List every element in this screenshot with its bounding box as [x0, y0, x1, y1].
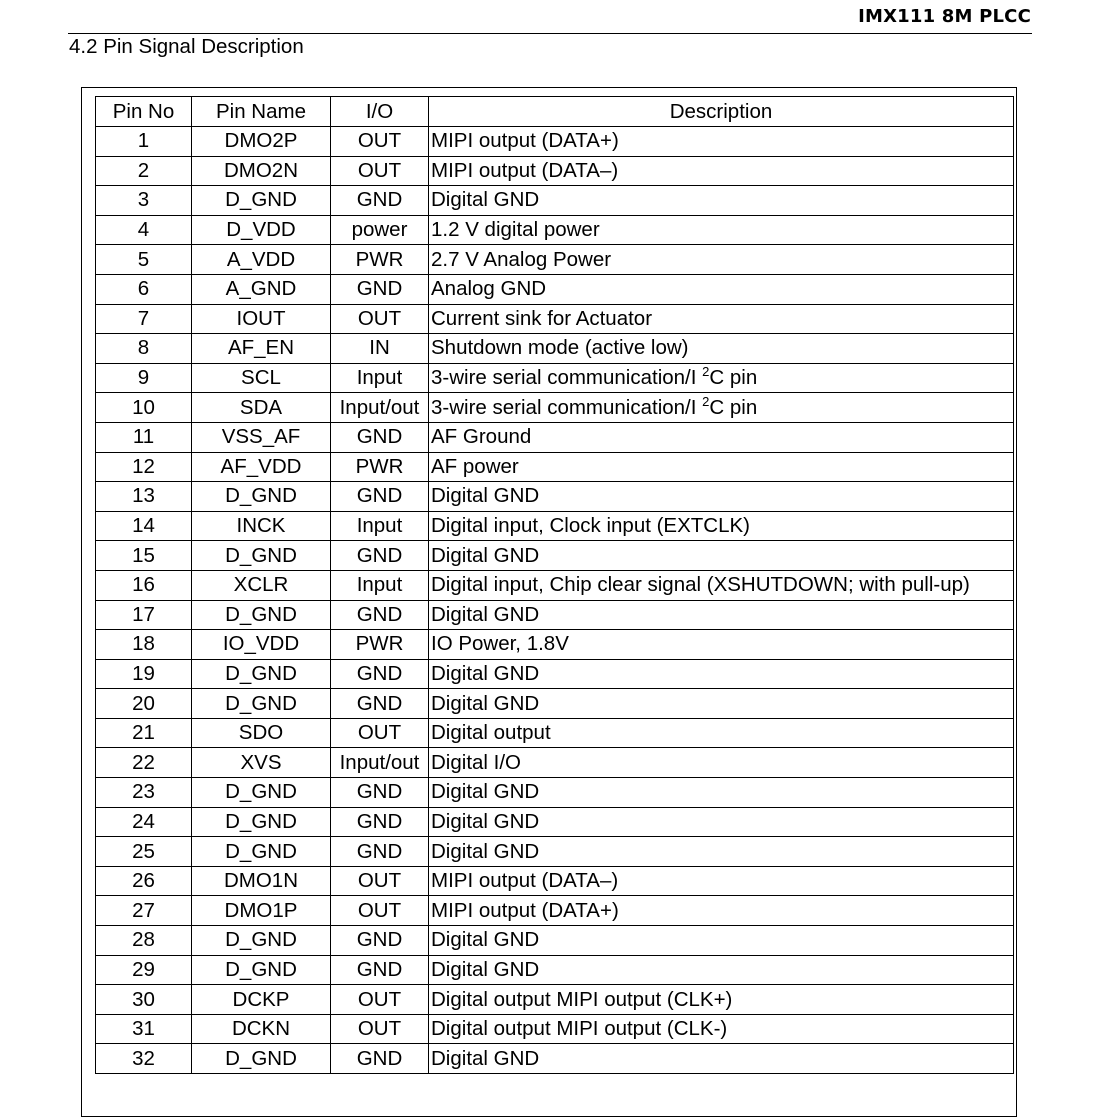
pin-io-cell: GND	[331, 186, 429, 216]
pin-name-cell: SCL	[192, 363, 331, 393]
pin-description-cell: Shutdown mode (active low)	[429, 334, 1014, 364]
pin-io-cell: OUT	[331, 718, 429, 748]
pin-name-cell: D_GND	[192, 659, 331, 689]
pin-number-cell: 30	[96, 985, 192, 1015]
table-row	[96, 1044, 1014, 1074]
pin-number-cell: 16	[96, 570, 192, 600]
superscript-text: 2	[702, 364, 710, 380]
pin-number-cell: 20	[96, 689, 192, 719]
table-row	[96, 1014, 1014, 1044]
table-row	[96, 363, 1014, 393]
pin-io-cell: Input/out	[331, 748, 429, 778]
pin-description-cell: AF Ground	[429, 422, 1014, 452]
table-row	[96, 215, 1014, 245]
pin-description-cell: AF power	[429, 452, 1014, 482]
table-row	[96, 511, 1014, 541]
pin-description-cell: Digital output MIPI output (CLK+)	[429, 985, 1014, 1015]
table-row	[96, 866, 1014, 896]
pin-description-cell	[429, 393, 1014, 423]
pin-name-cell: XCLR	[192, 570, 331, 600]
pin-number-cell: 7	[96, 304, 192, 334]
pin-description-cell: Current sink for Actuator	[429, 304, 1014, 334]
pin-name-cell: INCK	[192, 511, 331, 541]
table-row	[96, 156, 1014, 186]
table-row	[96, 304, 1014, 334]
table-row	[96, 630, 1014, 660]
pin-name-cell: D_GND	[192, 600, 331, 630]
pin-io-cell: GND	[331, 1044, 429, 1074]
pin-description-cell: Digital GND	[429, 689, 1014, 719]
table-row	[96, 926, 1014, 956]
pin-description-cell: 1.2 V digital power	[429, 215, 1014, 245]
pin-io-cell: OUT	[331, 985, 429, 1015]
pin-name-cell: D_GND	[192, 186, 331, 216]
table-row	[96, 186, 1014, 216]
description-text: C pin	[709, 366, 758, 390]
table-row	[96, 422, 1014, 452]
pin-number-cell: 17	[96, 600, 192, 630]
pin-description-cell: MIPI output (DATA–)	[429, 156, 1014, 186]
pin-number-cell: 23	[96, 778, 192, 808]
pin-number-cell: 18	[96, 630, 192, 660]
table-row	[96, 689, 1014, 719]
pin-description-cell: Digital GND	[429, 1044, 1014, 1074]
pin-description-cell: Digital input, Chip clear signal (XSHUTDOWN; with pull-up)	[429, 570, 1014, 600]
pin-number-cell: 32	[96, 1044, 192, 1074]
pin-io-cell: GND	[331, 837, 429, 867]
pin-name-cell: IOUT	[192, 304, 331, 334]
pin-number-cell: 5	[96, 245, 192, 275]
pin-number-cell: 4	[96, 215, 192, 245]
pin-io-cell: Input	[331, 511, 429, 541]
pin-name-cell: D_GND	[192, 689, 331, 719]
pin-description-cell: MIPI output (DATA–)	[429, 866, 1014, 896]
pin-name-cell: XVS	[192, 748, 331, 778]
pin-io-cell: GND	[331, 274, 429, 304]
pin-io-cell: OUT	[331, 127, 429, 157]
pin-io-cell: PWR	[331, 630, 429, 660]
table-row	[96, 393, 1014, 423]
pin-number-cell: 9	[96, 363, 192, 393]
table-row	[96, 600, 1014, 630]
pin-description-cell: IO Power, 1.8V	[429, 630, 1014, 660]
pin-io-cell: OUT	[331, 156, 429, 186]
pin-io-cell: GND	[331, 422, 429, 452]
pin-description-cell: Digital GND	[429, 186, 1014, 216]
table-row	[96, 482, 1014, 512]
pin-name-cell: DMO2N	[192, 156, 331, 186]
pin-name-cell: DMO1P	[192, 896, 331, 926]
pin-io-cell: OUT	[331, 896, 429, 926]
pin-name-cell: IO_VDD	[192, 630, 331, 660]
pin-io-cell: Input	[331, 570, 429, 600]
pin-description-cell: Digital GND	[429, 837, 1014, 867]
column-header-description: Description	[429, 97, 1014, 127]
table-row	[96, 985, 1014, 1015]
description-text: C pin	[709, 395, 758, 419]
pin-io-cell: OUT	[331, 1014, 429, 1044]
pin-name-cell: D_VDD	[192, 215, 331, 245]
pin-number-cell: 12	[96, 452, 192, 482]
pin-io-cell: PWR	[331, 452, 429, 482]
document-header-title: IMX111 8M PLCC	[858, 6, 1031, 27]
header-divider	[68, 33, 1032, 34]
table-row	[96, 274, 1014, 304]
pin-io-cell: OUT	[331, 304, 429, 334]
pin-io-cell: GND	[331, 778, 429, 808]
pin-description-cell: Analog GND	[429, 274, 1014, 304]
pin-description-cell: Digital output	[429, 718, 1014, 748]
pin-name-cell: D_GND	[192, 541, 331, 571]
pin-name-cell: A_VDD	[192, 245, 331, 275]
pin-number-cell: 3	[96, 186, 192, 216]
description-text: 3-wire serial communication/I	[431, 395, 703, 419]
pin-description-cell: Digital GND	[429, 955, 1014, 985]
pin-name-cell: DMO2P	[192, 127, 331, 157]
table-row	[96, 718, 1014, 748]
pin-io-cell: GND	[331, 926, 429, 956]
pin-name-cell: AF_VDD	[192, 452, 331, 482]
pin-name-cell: AF_EN	[192, 334, 331, 364]
pin-name-cell: SDA	[192, 393, 331, 423]
pin-number-cell: 26	[96, 866, 192, 896]
pin-name-cell: D_GND	[192, 926, 331, 956]
pin-name-cell: DCKP	[192, 985, 331, 1015]
pin-description-cell: Digital I/O	[429, 748, 1014, 778]
pin-io-cell: GND	[331, 482, 429, 512]
table-row	[96, 452, 1014, 482]
pin-name-cell: D_GND	[192, 807, 331, 837]
table-row	[96, 659, 1014, 689]
description-text: 3-wire serial communication/I	[431, 366, 703, 390]
pin-description-cell	[429, 363, 1014, 393]
pin-description-cell: Digital input, Clock input (EXTCLK)	[429, 511, 1014, 541]
pin-number-cell: 31	[96, 1014, 192, 1044]
pin-name-cell: SDO	[192, 718, 331, 748]
pin-description-cell: Digital GND	[429, 926, 1014, 956]
pin-io-cell: GND	[331, 541, 429, 571]
pin-io-cell: GND	[331, 600, 429, 630]
pin-signal-table	[95, 96, 1014, 1074]
pin-name-cell: A_GND	[192, 274, 331, 304]
column-header-io: I/O	[331, 97, 429, 127]
pin-number-cell: 15	[96, 541, 192, 571]
pin-description-cell: Digital GND	[429, 482, 1014, 512]
pin-description-cell: Digital GND	[429, 807, 1014, 837]
table-row	[96, 837, 1014, 867]
pin-name-cell: D_GND	[192, 1044, 331, 1074]
table-row	[96, 778, 1014, 808]
pin-io-cell: Input/out	[331, 393, 429, 423]
pin-number-cell: 19	[96, 659, 192, 689]
pin-number-cell: 1	[96, 127, 192, 157]
pin-number-cell: 24	[96, 807, 192, 837]
pin-io-cell: OUT	[331, 866, 429, 896]
pin-number-cell: 27	[96, 896, 192, 926]
pin-number-cell: 13	[96, 482, 192, 512]
table-body	[96, 127, 1014, 1074]
pin-description-cell: Digital GND	[429, 600, 1014, 630]
section-title: 4.2 Pin Signal Description	[69, 35, 304, 58]
pin-number-cell: 14	[96, 511, 192, 541]
pin-name-cell: D_GND	[192, 778, 331, 808]
pin-number-cell: 28	[96, 926, 192, 956]
pin-description-cell: MIPI output (DATA+)	[429, 896, 1014, 926]
pin-number-cell: 10	[96, 393, 192, 423]
pin-description-cell: Digital output MIPI output (CLK-)	[429, 1014, 1014, 1044]
pin-io-cell: Input	[331, 363, 429, 393]
table-row	[96, 334, 1014, 364]
table-row	[96, 748, 1014, 778]
pin-description-cell: Digital GND	[429, 541, 1014, 571]
table-row	[96, 570, 1014, 600]
pin-description-cell: MIPI output (DATA+)	[429, 127, 1014, 157]
pin-number-cell: 8	[96, 334, 192, 364]
pin-description-cell: Digital GND	[429, 778, 1014, 808]
pin-number-cell: 11	[96, 422, 192, 452]
pin-number-cell: 25	[96, 837, 192, 867]
pin-io-cell: power	[331, 215, 429, 245]
pin-name-cell: D_GND	[192, 837, 331, 867]
table-row	[96, 807, 1014, 837]
pin-name-cell: D_GND	[192, 482, 331, 512]
pin-description-cell: Digital GND	[429, 659, 1014, 689]
table-row	[96, 955, 1014, 985]
column-header-pin-no: Pin No	[96, 97, 192, 127]
superscript-text: 2	[702, 393, 710, 409]
pin-name-cell: DCKN	[192, 1014, 331, 1044]
column-header-pin-name: Pin Name	[192, 97, 331, 127]
table-row	[96, 541, 1014, 571]
pin-io-cell: GND	[331, 689, 429, 719]
pin-number-cell: 22	[96, 748, 192, 778]
pin-io-cell: PWR	[331, 245, 429, 275]
table-row	[96, 896, 1014, 926]
pin-number-cell: 21	[96, 718, 192, 748]
pin-io-cell: GND	[331, 955, 429, 985]
pin-number-cell: 6	[96, 274, 192, 304]
pin-name-cell: VSS_AF	[192, 422, 331, 452]
table-row	[96, 127, 1014, 157]
table-row	[96, 245, 1014, 275]
pin-description-cell: 2.7 V Analog Power	[429, 245, 1014, 275]
pin-number-cell: 29	[96, 955, 192, 985]
pin-io-cell: IN	[331, 334, 429, 364]
pin-name-cell: DMO1N	[192, 866, 331, 896]
pin-name-cell: D_GND	[192, 955, 331, 985]
pin-number-cell: 2	[96, 156, 192, 186]
pin-io-cell: GND	[331, 659, 429, 689]
pin-io-cell: GND	[331, 807, 429, 837]
table-header-row	[96, 97, 1014, 127]
